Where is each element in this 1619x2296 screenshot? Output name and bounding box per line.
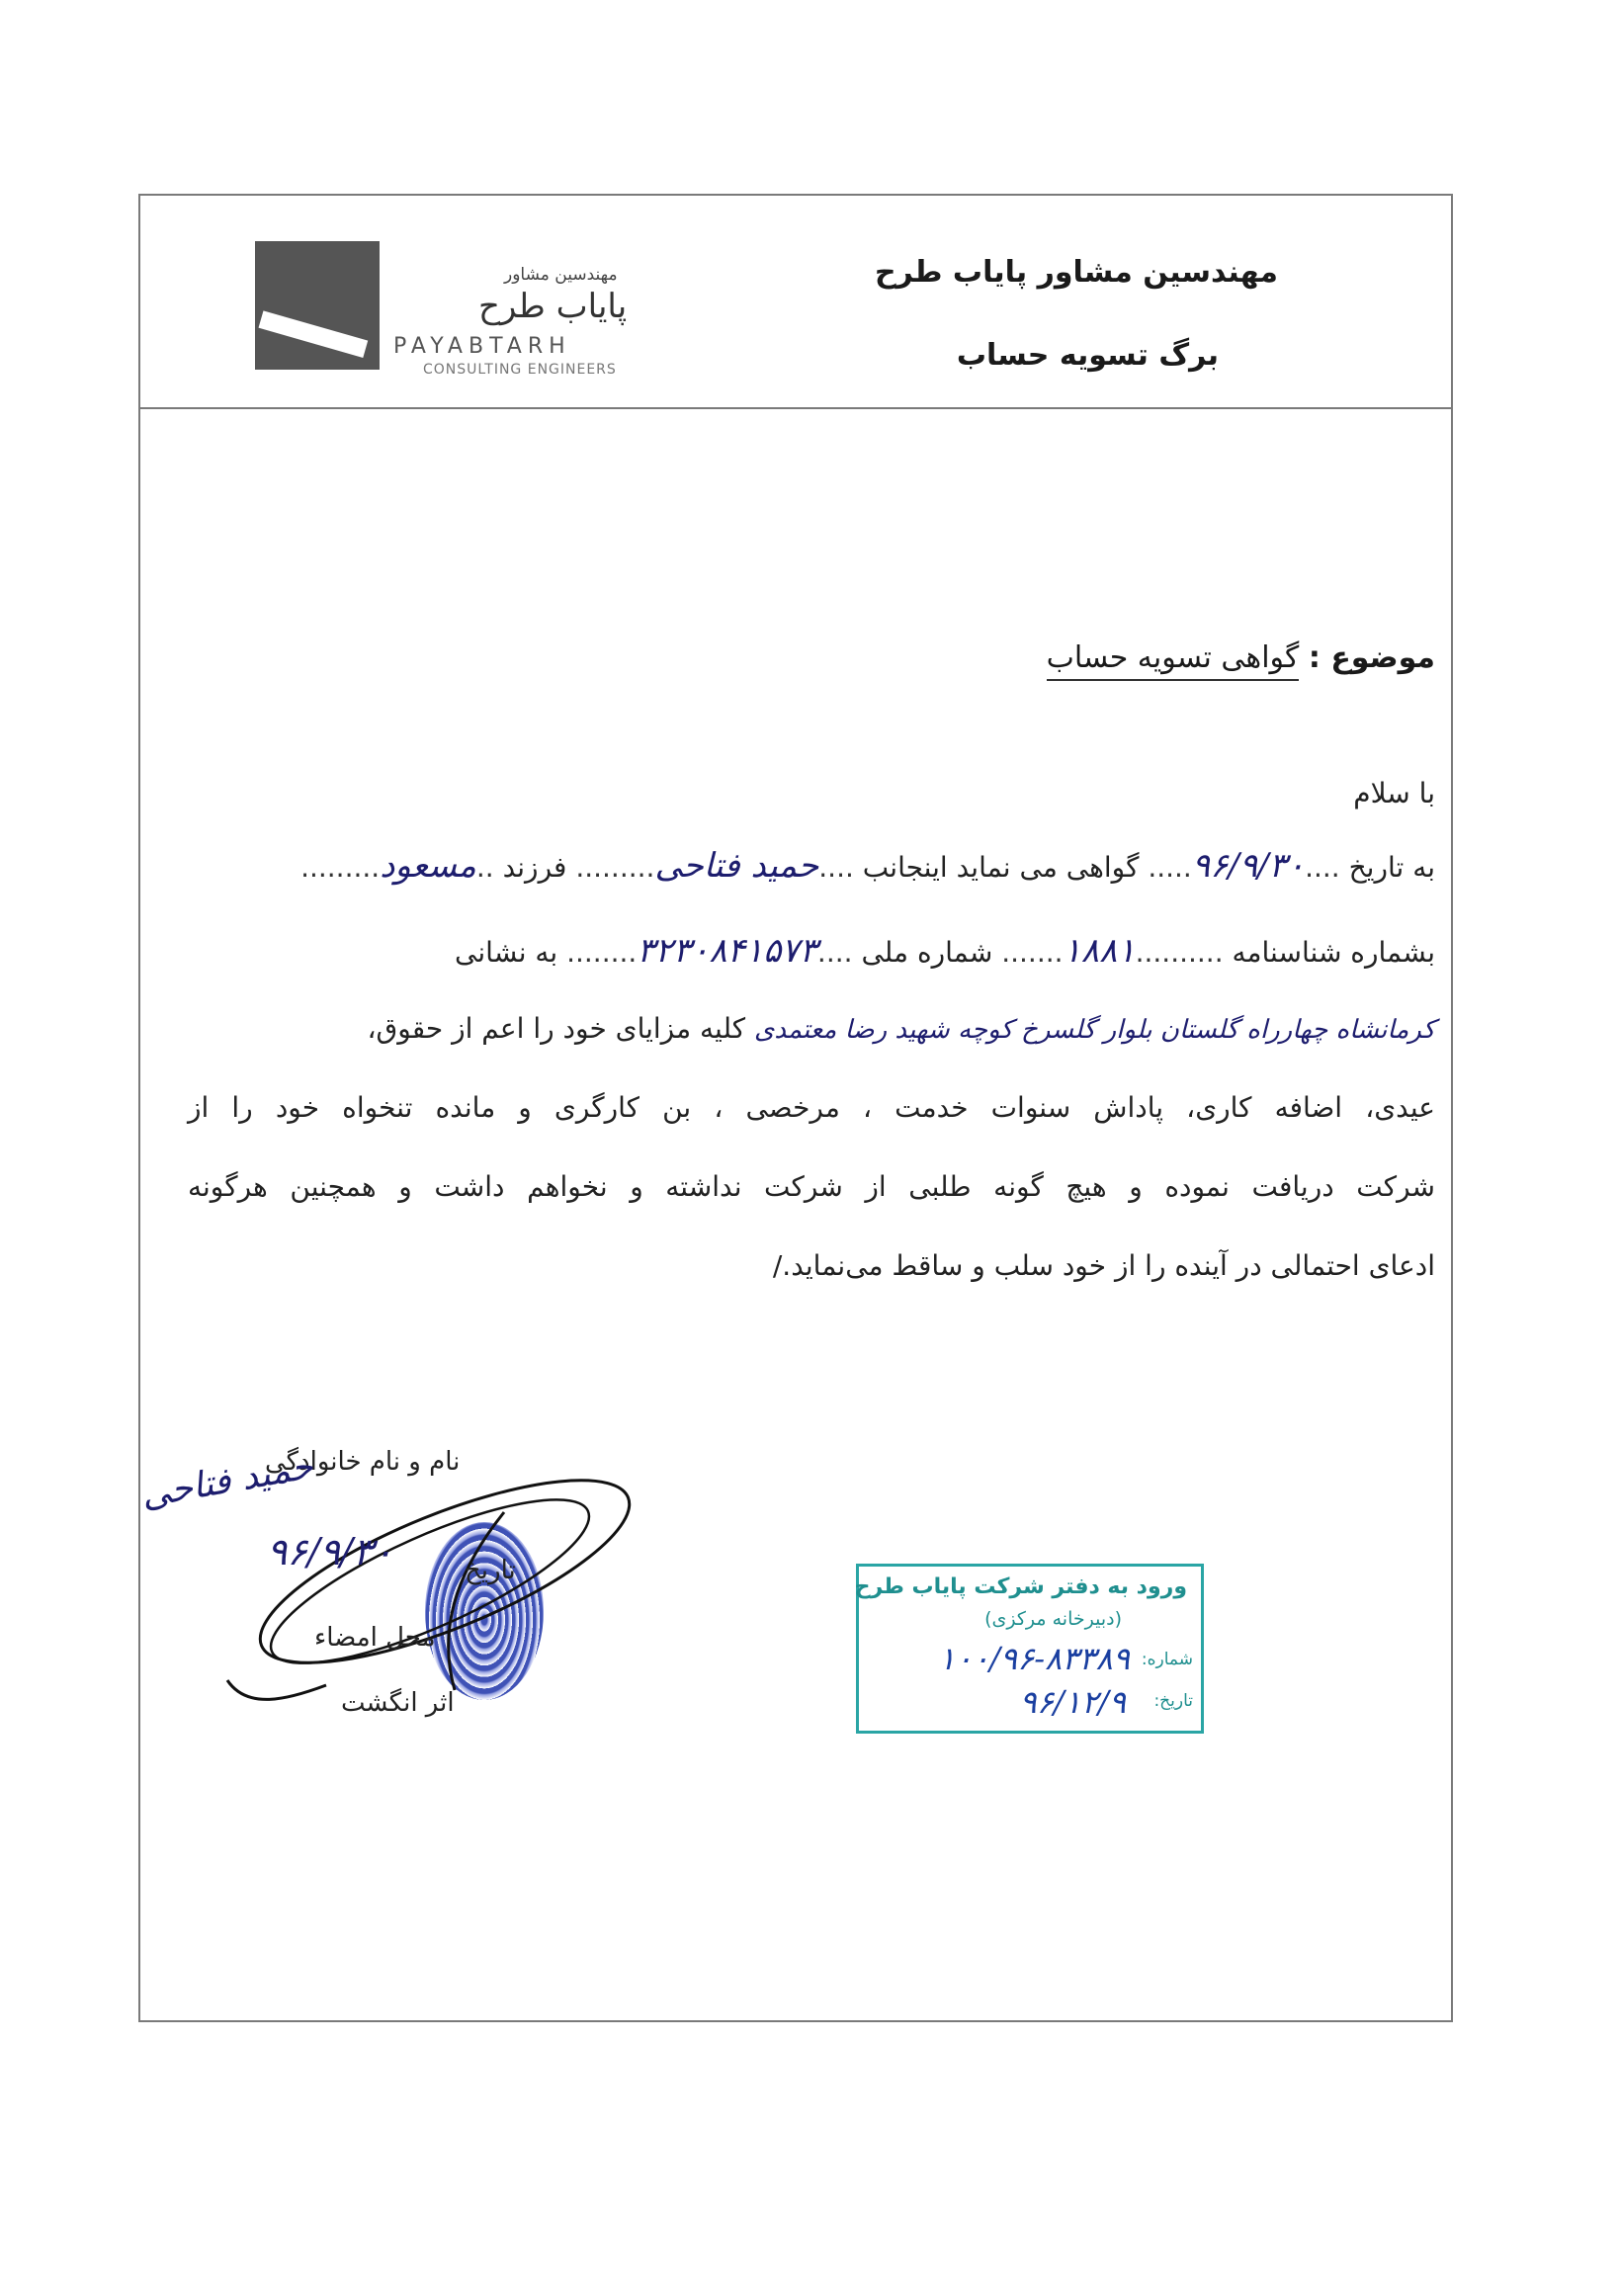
father-handwritten: مسعود xyxy=(380,846,476,886)
id-label: بشماره شناسنامه xyxy=(1232,936,1435,969)
address-label: به نشانی xyxy=(455,936,558,969)
logo-fa-small-text: مهندسین مشاور xyxy=(504,265,618,285)
fingerprint-label: اثر انگشت xyxy=(341,1688,455,1718)
dots: .... xyxy=(1305,851,1340,884)
registry-stamp xyxy=(856,1564,1204,1734)
dots: .... xyxy=(818,851,854,884)
dots: .... xyxy=(816,936,853,969)
body-line-6: ادعای احتمالی در آینده را از خود سلب و ساقط می‌نماید./ xyxy=(772,1249,1435,1282)
greeting: با سلام xyxy=(1353,777,1435,809)
body-line-5: شرکت دریافت نموده و هیچ گونه طلبی از شرکت نداشته و نخواهم داشت و همچنین هرگونه xyxy=(188,1170,1435,1203)
national-label: شماره ملی xyxy=(861,936,993,969)
dots: ....... xyxy=(1001,936,1064,969)
dots: .. xyxy=(475,851,494,884)
signature-date-handwritten: ۹۶/۹/۳۰ xyxy=(267,1530,393,1573)
company-title: مهندسین مشاور پایاب طرح xyxy=(874,255,1278,290)
dots: ......... xyxy=(575,851,655,884)
logo-en-text: PAYABTARH xyxy=(393,334,571,359)
date-prefix: به تاریخ xyxy=(1348,851,1435,884)
certifies-text: گواهی می نماید اینجانب xyxy=(862,851,1140,884)
dots: ........ xyxy=(566,936,638,969)
stamp-date-label: تاریخ: xyxy=(1153,1691,1193,1711)
date-handwritten: ۹۶/۹/۳۰ xyxy=(1191,846,1306,886)
subject-value: گواهی تسویه حساب xyxy=(1047,640,1300,681)
dots: .......... xyxy=(1135,936,1224,969)
son-of-text: فرزند xyxy=(502,851,567,884)
dots: ......... xyxy=(300,851,381,884)
header-divider xyxy=(138,407,1453,409)
name-handwritten: حمید فتاحی xyxy=(654,846,819,886)
dots: ..... xyxy=(1148,851,1192,884)
stamp-date-value: ۹۶/۱۲/۹ xyxy=(1019,1683,1126,1721)
signature-name-label: نام و نام خانوادگی xyxy=(265,1447,461,1477)
body-line-3-text: کلیه مزایای خود را اعم از حقوق، xyxy=(367,1012,746,1045)
address-handwritten: کرمانشاه چهارراه گلستان بلوار گلسرخ کوچه شهید رضا معتمدی xyxy=(754,1015,1435,1045)
body-line-1 xyxy=(300,846,1435,886)
subject-line xyxy=(1047,640,1435,675)
stamp-subtitle: (دبیرخانه مرکزی) xyxy=(984,1608,1122,1630)
logo-en-subtitle: CONSULTING ENGINEERS xyxy=(423,362,617,378)
stamp-number-label: شماره: xyxy=(1141,1650,1193,1669)
body-line-2 xyxy=(455,931,1435,971)
subject-label: موضوع : xyxy=(1308,640,1435,675)
company-logo xyxy=(255,241,380,370)
id-handwritten: ۱۸۸۱ xyxy=(1063,931,1136,971)
body-line-4: عیدی، اضافه کاری، پاداش سنوات خدمت ، مرخصی ، بن کارگری و مانده تنخواه خود را از xyxy=(188,1091,1435,1124)
signature-place-label: محل امضاء xyxy=(314,1623,436,1653)
national-handwritten: ۳۲۳۰۸۴۱۵۷۳ xyxy=(637,931,817,971)
logo-slash-mark xyxy=(259,310,369,358)
stamp-title: ورود به دفتر شرکت پایاب طرح xyxy=(854,1574,1187,1599)
body-line-3 xyxy=(368,1012,1436,1045)
signature-name-handwritten: حمید فتاحی xyxy=(137,1446,316,1516)
stamp-number-value: ۱۰۰/۹۶-۸۳۳۸۹ xyxy=(938,1640,1130,1677)
signature-date-label: تاریخ xyxy=(465,1556,516,1585)
form-title: برگ تسویه حساب xyxy=(956,338,1219,373)
logo-fa-text: پایاب طرح xyxy=(478,287,628,326)
